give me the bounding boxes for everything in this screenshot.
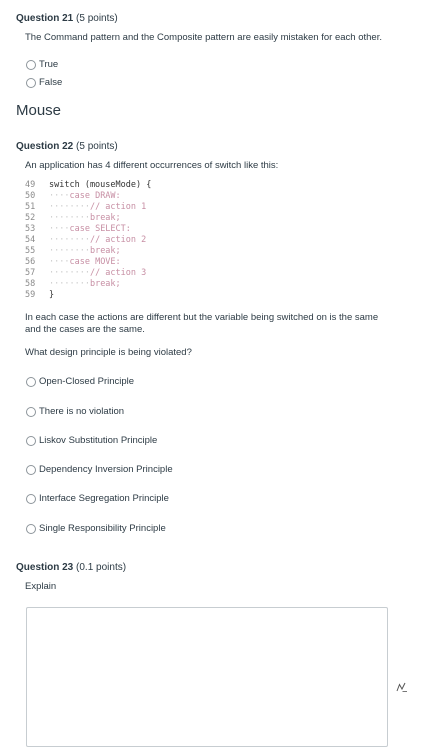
code-text: break; — [89, 279, 121, 289]
radio-button[interactable] — [26, 407, 36, 417]
line-number: 59 — [25, 290, 36, 300]
indent-guide: ···· — [49, 224, 70, 234]
line-number: 58 — [25, 279, 36, 289]
indent-guide: ···· — [49, 191, 70, 201]
code-text: break; — [89, 246, 121, 256]
option-label: Dependency Inversion Principle — [39, 464, 173, 475]
code-line — [25, 257, 151, 268]
radio-button[interactable] — [26, 524, 36, 534]
line-number: 51 — [25, 202, 36, 212]
code-text: // action 1 — [89, 202, 147, 212]
question-points: (5 points) — [76, 13, 118, 24]
radio-button[interactable] — [26, 436, 36, 446]
code-line — [25, 246, 151, 257]
line-number: 55 — [25, 246, 36, 256]
question-22-header — [16, 141, 118, 152]
code-text: // action 2 — [89, 235, 147, 245]
indent-guide: ········ — [49, 279, 90, 289]
option-interface-segregation[interactable] — [26, 493, 169, 504]
question-number: Question 22 — [16, 141, 74, 152]
code-text: switch (mouseMode) { — [49, 180, 152, 190]
option-liskov[interactable] — [26, 435, 157, 446]
code-line — [25, 191, 151, 202]
option-single-responsibility[interactable] — [26, 523, 166, 534]
option-label: Open-Closed Principle — [39, 376, 135, 387]
option-label: There is no violation — [39, 406, 125, 417]
code-line — [25, 268, 151, 279]
option-label: Liskov Substitution Principle — [39, 435, 158, 446]
code-line — [25, 235, 151, 246]
radio-button[interactable] — [26, 465, 36, 475]
indent-guide: ········ — [49, 213, 90, 223]
indent-guide: ········ — [49, 246, 90, 256]
option-false[interactable] — [26, 77, 62, 88]
radio-button[interactable] — [26, 494, 36, 504]
question-22-body-line1: In each case the actions are different but the variable being switched on is the same — [25, 312, 379, 323]
question-23-header — [16, 562, 126, 573]
code-text: case SELECT: — [69, 224, 131, 234]
indent-guide: ········ — [49, 202, 90, 212]
code-text: } — [49, 290, 55, 300]
line-number: 50 — [25, 191, 36, 201]
option-no-violation[interactable] — [26, 406, 124, 417]
code-text: // action 3 — [89, 268, 147, 278]
code-text: case MOVE: — [69, 257, 121, 267]
option-open-closed[interactable] — [26, 376, 134, 387]
option-label: True — [39, 59, 59, 70]
indent-guide: ···· — [49, 257, 70, 267]
line-number: 49 — [25, 180, 36, 190]
section-title: Mouse — [16, 102, 62, 119]
code-line — [25, 224, 151, 235]
question-22-body-line2: and the cases are the same. — [25, 324, 145, 335]
radio-button[interactable] — [26, 78, 36, 88]
option-label: Single Responsibility Principle — [39, 523, 166, 534]
question-22-prompt: What design principle is being violated? — [25, 347, 192, 358]
question-points: (5 points) — [76, 141, 118, 152]
pen-icon[interactable] — [396, 681, 408, 693]
question-23-text: Explain — [25, 581, 57, 592]
code-line — [25, 180, 151, 191]
radio-button[interactable] — [26, 377, 36, 387]
line-number: 57 — [25, 268, 36, 278]
code-block — [25, 180, 151, 301]
code-line — [25, 202, 151, 213]
answer-textarea[interactable] — [26, 607, 388, 747]
question-21-text: The Command pattern and the Composite pattern are easily mistaken for each other. — [25, 32, 382, 43]
line-number: 53 — [25, 224, 36, 234]
question-number: Question 23 — [16, 562, 74, 573]
line-number: 54 — [25, 235, 36, 245]
code-line — [25, 213, 151, 224]
question-number: Question 21 — [16, 13, 74, 24]
line-number: 52 — [25, 213, 36, 223]
question-points: (0.1 points) — [76, 562, 127, 573]
code-text: break; — [89, 213, 121, 223]
option-true[interactable] — [26, 59, 58, 70]
code-text: case DRAW: — [69, 191, 121, 201]
line-number: 56 — [25, 257, 36, 267]
question-21-header — [16, 13, 118, 24]
code-line — [25, 290, 151, 301]
option-label: Interface Segregation Principle — [39, 493, 169, 504]
radio-button[interactable] — [26, 60, 36, 70]
question-22-intro: An application has 4 different occurrences of switch like this: — [25, 160, 279, 171]
indent-guide: ········ — [49, 268, 90, 278]
option-label: False — [39, 77, 63, 88]
option-dependency-inversion[interactable] — [26, 464, 173, 475]
code-line — [25, 279, 151, 290]
indent-guide: ········ — [49, 235, 90, 245]
